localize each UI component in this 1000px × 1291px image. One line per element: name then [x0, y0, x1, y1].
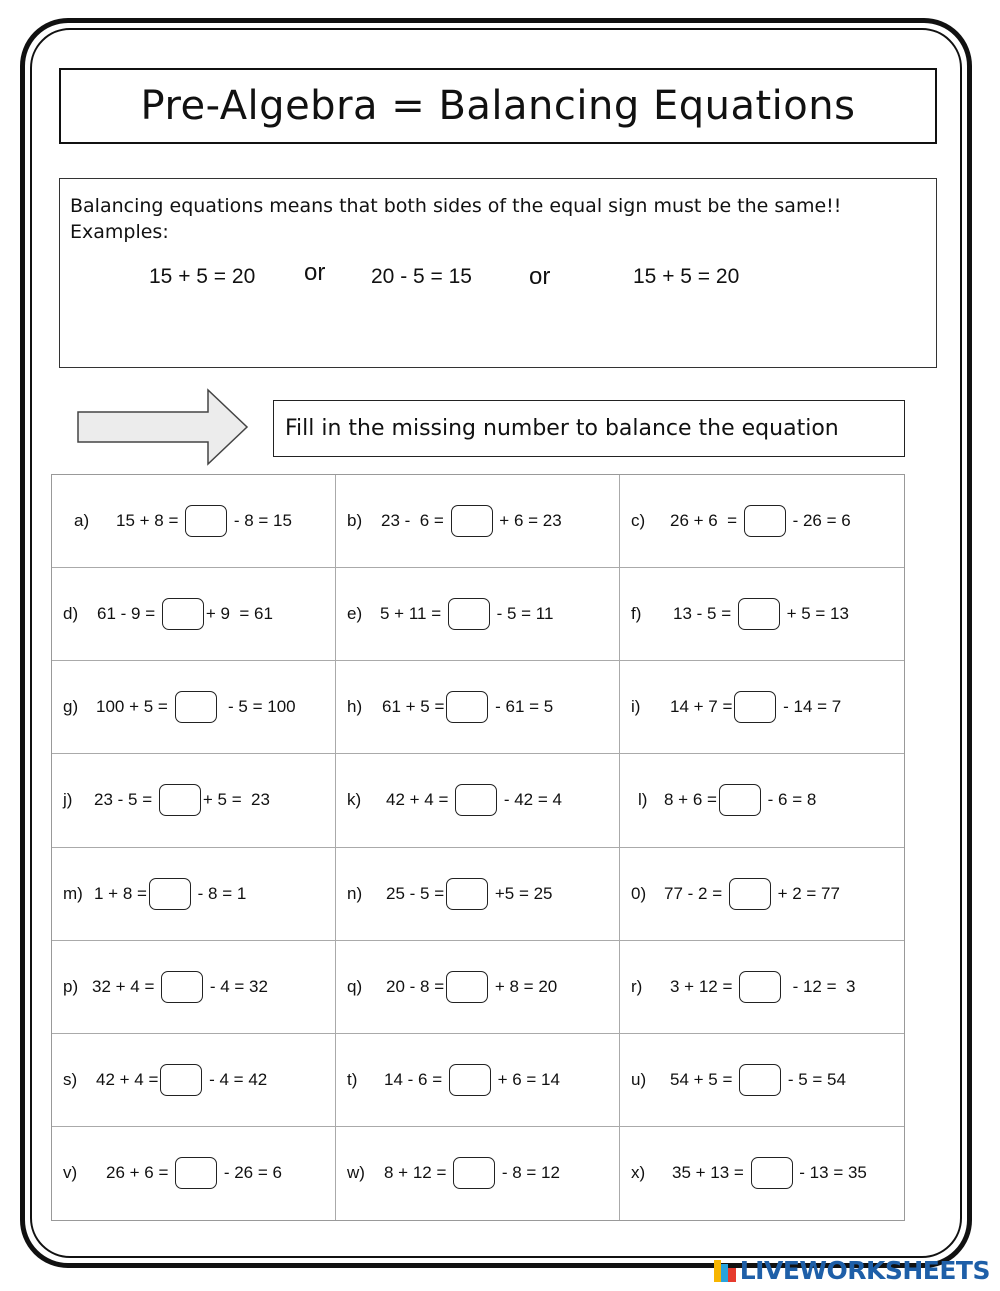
problem-equation — [670, 691, 841, 723]
equation-left-side: 42 + 4 = — [386, 790, 454, 810]
problem-cell — [52, 661, 336, 754]
equation-left-side: 1 + 8 = — [94, 883, 147, 903]
answer-input-box[interactable] — [451, 505, 493, 537]
examples-heading: Examples: — [70, 221, 169, 243]
problem-equation — [97, 598, 273, 630]
explanation-line: Balancing equations means that both sides of the equal sign must be the same!! — [70, 195, 842, 217]
equation-right-side: - 42 = 4 — [499, 790, 562, 810]
equation-right-side: - 5 = 100 — [218, 697, 296, 717]
equation-right-side: - 13 = 35 — [794, 1163, 867, 1183]
problem-equation — [116, 505, 292, 537]
equation-left-side: 54 + 5 = — [670, 1069, 738, 1089]
equation-left-side: 15 + 8 = — [116, 511, 184, 531]
answer-input-box[interactable] — [161, 971, 203, 1003]
equation-left-side: 26 + 6 = — [670, 511, 742, 531]
answer-input-box[interactable] — [160, 1064, 202, 1096]
problem-equation — [106, 1157, 282, 1189]
equation-left-side: 77 - 2 = — [664, 883, 727, 903]
example-equation-3: 15 + 5 = 20 — [633, 265, 740, 288]
problem-label: t) — [347, 1069, 358, 1089]
answer-input-box[interactable] — [175, 1157, 217, 1189]
instruction-box — [273, 400, 905, 457]
problem-equation — [664, 878, 840, 910]
problem-cell — [336, 661, 620, 754]
problem-equation — [670, 971, 855, 1003]
problem-label: l) — [638, 790, 648, 810]
equation-right-side: + 6 = 23 — [494, 511, 562, 531]
problem-cell — [52, 754, 336, 847]
answer-input-box[interactable] — [455, 784, 497, 816]
problem-equation — [670, 1064, 846, 1096]
problem-label: j) — [63, 790, 73, 810]
equation-left-side: 25 - 5 = — [386, 883, 445, 903]
problem-cell — [336, 475, 620, 568]
problem-label: v) — [63, 1163, 78, 1183]
problem-label: u) — [631, 1069, 647, 1089]
logo-blocks-icon — [714, 1260, 736, 1282]
problem-equation — [386, 971, 557, 1003]
equation-right-side: - 5 = 11 — [491, 604, 554, 624]
equation-left-side: 3 + 12 = — [670, 976, 738, 996]
problem-equation — [673, 598, 849, 630]
equation-right-side: - 8 = 1 — [192, 883, 247, 903]
equation-right-side: - 5 = 54 — [783, 1069, 846, 1089]
liveworksheets-logo — [714, 1256, 990, 1285]
equation-right-side: - 8 = 12 — [497, 1163, 560, 1183]
problem-equation — [670, 505, 851, 537]
equation-left-side: 26 + 6 = — [106, 1163, 174, 1183]
problem-label: a) — [74, 511, 90, 531]
problem-label: n) — [347, 883, 363, 903]
problem-label: 0) — [631, 883, 647, 903]
example-equation-1: 15 + 5 = 20 — [149, 265, 256, 288]
problem-cell — [336, 754, 620, 847]
answer-input-box[interactable] — [739, 971, 781, 1003]
problem-equation — [386, 784, 562, 816]
problem-label: q) — [347, 976, 363, 996]
problem-cell — [52, 568, 336, 661]
problem-equation — [92, 971, 268, 1003]
equation-left-side: 42 + 4 = — [96, 1069, 159, 1089]
answer-input-box[interactable] — [446, 971, 488, 1003]
equation-left-side: 35 + 13 = — [672, 1163, 749, 1183]
problem-cell — [52, 941, 336, 1034]
problem-label: w) — [347, 1163, 365, 1183]
answer-input-box[interactable] — [159, 784, 201, 816]
answer-input-box[interactable] — [744, 505, 786, 537]
equation-left-side: 20 - 8 = — [386, 976, 445, 996]
problem-label: k) — [347, 790, 362, 810]
arrow-right-icon — [76, 388, 250, 466]
problem-equation — [96, 691, 296, 723]
equation-left-side: 61 + 5 = — [382, 697, 445, 717]
answer-input-box[interactable] — [149, 878, 191, 910]
equation-right-side: - 6 = 8 — [762, 790, 817, 810]
problem-cell — [52, 848, 336, 941]
equation-right-side: + 5 = 23 — [202, 790, 270, 810]
problem-label: f) — [631, 604, 642, 624]
equation-left-side: 61 - 9 = — [97, 604, 160, 624]
equation-left-side: 32 + 4 = — [92, 976, 160, 996]
answer-input-box[interactable] — [449, 1064, 491, 1096]
problem-cell — [336, 941, 620, 1034]
problem-cell — [620, 848, 904, 941]
problem-cell — [620, 568, 904, 661]
equation-left-side: 14 + 7 = — [670, 697, 733, 717]
problem-label: m) — [63, 883, 83, 903]
explanation-box — [59, 178, 937, 368]
equation-left-side: 8 + 12 = — [384, 1163, 452, 1183]
answer-input-box[interactable] — [162, 598, 204, 630]
logo-text: LIVEWORKSHEETS — [739, 1256, 990, 1285]
problem-cell — [620, 1127, 904, 1220]
equation-right-side: + 9 = 61 — [205, 604, 273, 624]
answer-input-box[interactable] — [185, 505, 227, 537]
problem-label: d) — [63, 604, 79, 624]
equation-right-side: +5 = 25 — [490, 883, 553, 903]
equation-left-side: 23 - 6 = — [381, 511, 449, 531]
answer-input-box[interactable] — [739, 1064, 781, 1096]
problem-label: e) — [347, 604, 363, 624]
problem-label: c) — [631, 511, 646, 531]
problem-label: h) — [347, 697, 363, 717]
answer-input-box[interactable] — [729, 878, 771, 910]
problem-equation — [384, 1157, 560, 1189]
equation-right-side: - 4 = 32 — [205, 976, 268, 996]
equation-left-side: 100 + 5 = — [96, 697, 173, 717]
problem-cell — [52, 1034, 336, 1127]
answer-input-box[interactable] — [446, 691, 488, 723]
instruction-text: Fill in the missing number to balance the equation — [285, 416, 839, 441]
equation-left-side: 23 - 5 = — [94, 790, 157, 810]
problem-equation — [664, 784, 816, 816]
problem-equation — [96, 1064, 267, 1096]
equation-left-side: 14 - 6 = — [384, 1069, 447, 1089]
problem-cell — [52, 475, 336, 568]
problem-cell — [336, 1127, 620, 1220]
equation-right-side: - 14 = 7 — [778, 697, 842, 717]
answer-input-box[interactable] — [453, 1157, 495, 1189]
equation-right-side: - 26 = 6 — [219, 1163, 282, 1183]
example-or-1: or — [304, 259, 326, 286]
equation-right-side: - 61 = 5 — [490, 697, 554, 717]
problem-equation — [382, 691, 553, 723]
equation-right-side: - 4 = 42 — [204, 1069, 268, 1089]
example-or-2: or — [529, 263, 551, 290]
answer-input-box[interactable] — [751, 1157, 793, 1189]
problem-label: x) — [631, 1163, 646, 1183]
equation-right-side: + 2 = 77 — [772, 883, 840, 903]
problem-label: r) — [631, 976, 643, 996]
equation-right-side: - 8 = 15 — [229, 511, 292, 531]
problem-label: g) — [63, 697, 79, 717]
problem-cell — [620, 941, 904, 1034]
problem-equation — [386, 878, 553, 910]
problem-equation — [94, 784, 270, 816]
problem-cell — [620, 1034, 904, 1127]
problem-label: p) — [63, 976, 79, 996]
problem-label: i) — [631, 697, 641, 717]
example-equation-2: 20 - 5 = 15 — [371, 265, 472, 288]
problem-cell — [336, 568, 620, 661]
equation-right-side: + 8 = 20 — [490, 976, 558, 996]
equation-right-side: + 6 = 14 — [492, 1069, 560, 1089]
title-box — [59, 68, 937, 144]
problem-cell — [620, 661, 904, 754]
problem-label: b) — [347, 511, 363, 531]
problem-cell — [620, 754, 904, 847]
problem-cell — [336, 848, 620, 941]
problem-equation — [380, 598, 553, 630]
explanation-text — [70, 193, 841, 245]
problem-cell — [52, 1127, 336, 1220]
page-title: Pre-Algebra = Balancing Equations — [140, 83, 856, 129]
answer-input-box[interactable] — [734, 691, 776, 723]
problem-cell — [620, 475, 904, 568]
equation-right-side: - 26 = 6 — [787, 511, 851, 531]
answer-input-box[interactable] — [738, 598, 780, 630]
answer-input-box[interactable] — [448, 598, 490, 630]
equation-right-side: + 5 = 13 — [781, 604, 849, 624]
answer-input-box[interactable] — [175, 691, 217, 723]
problem-cell — [336, 1034, 620, 1127]
equation-left-side: 13 - 5 = — [673, 604, 736, 624]
problem-equation — [381, 505, 562, 537]
problems-table — [51, 474, 905, 1221]
problem-equation — [384, 1064, 560, 1096]
equation-left-side: 8 + 6 = — [664, 790, 717, 810]
answer-input-box[interactable] — [446, 878, 488, 910]
answer-input-box[interactable] — [719, 784, 761, 816]
problem-equation — [94, 878, 246, 910]
problem-equation — [672, 1157, 867, 1189]
equation-right-side: - 12 = 3 — [783, 976, 856, 996]
equation-left-side: 5 + 11 = — [380, 604, 446, 624]
problem-label: s) — [63, 1069, 78, 1089]
